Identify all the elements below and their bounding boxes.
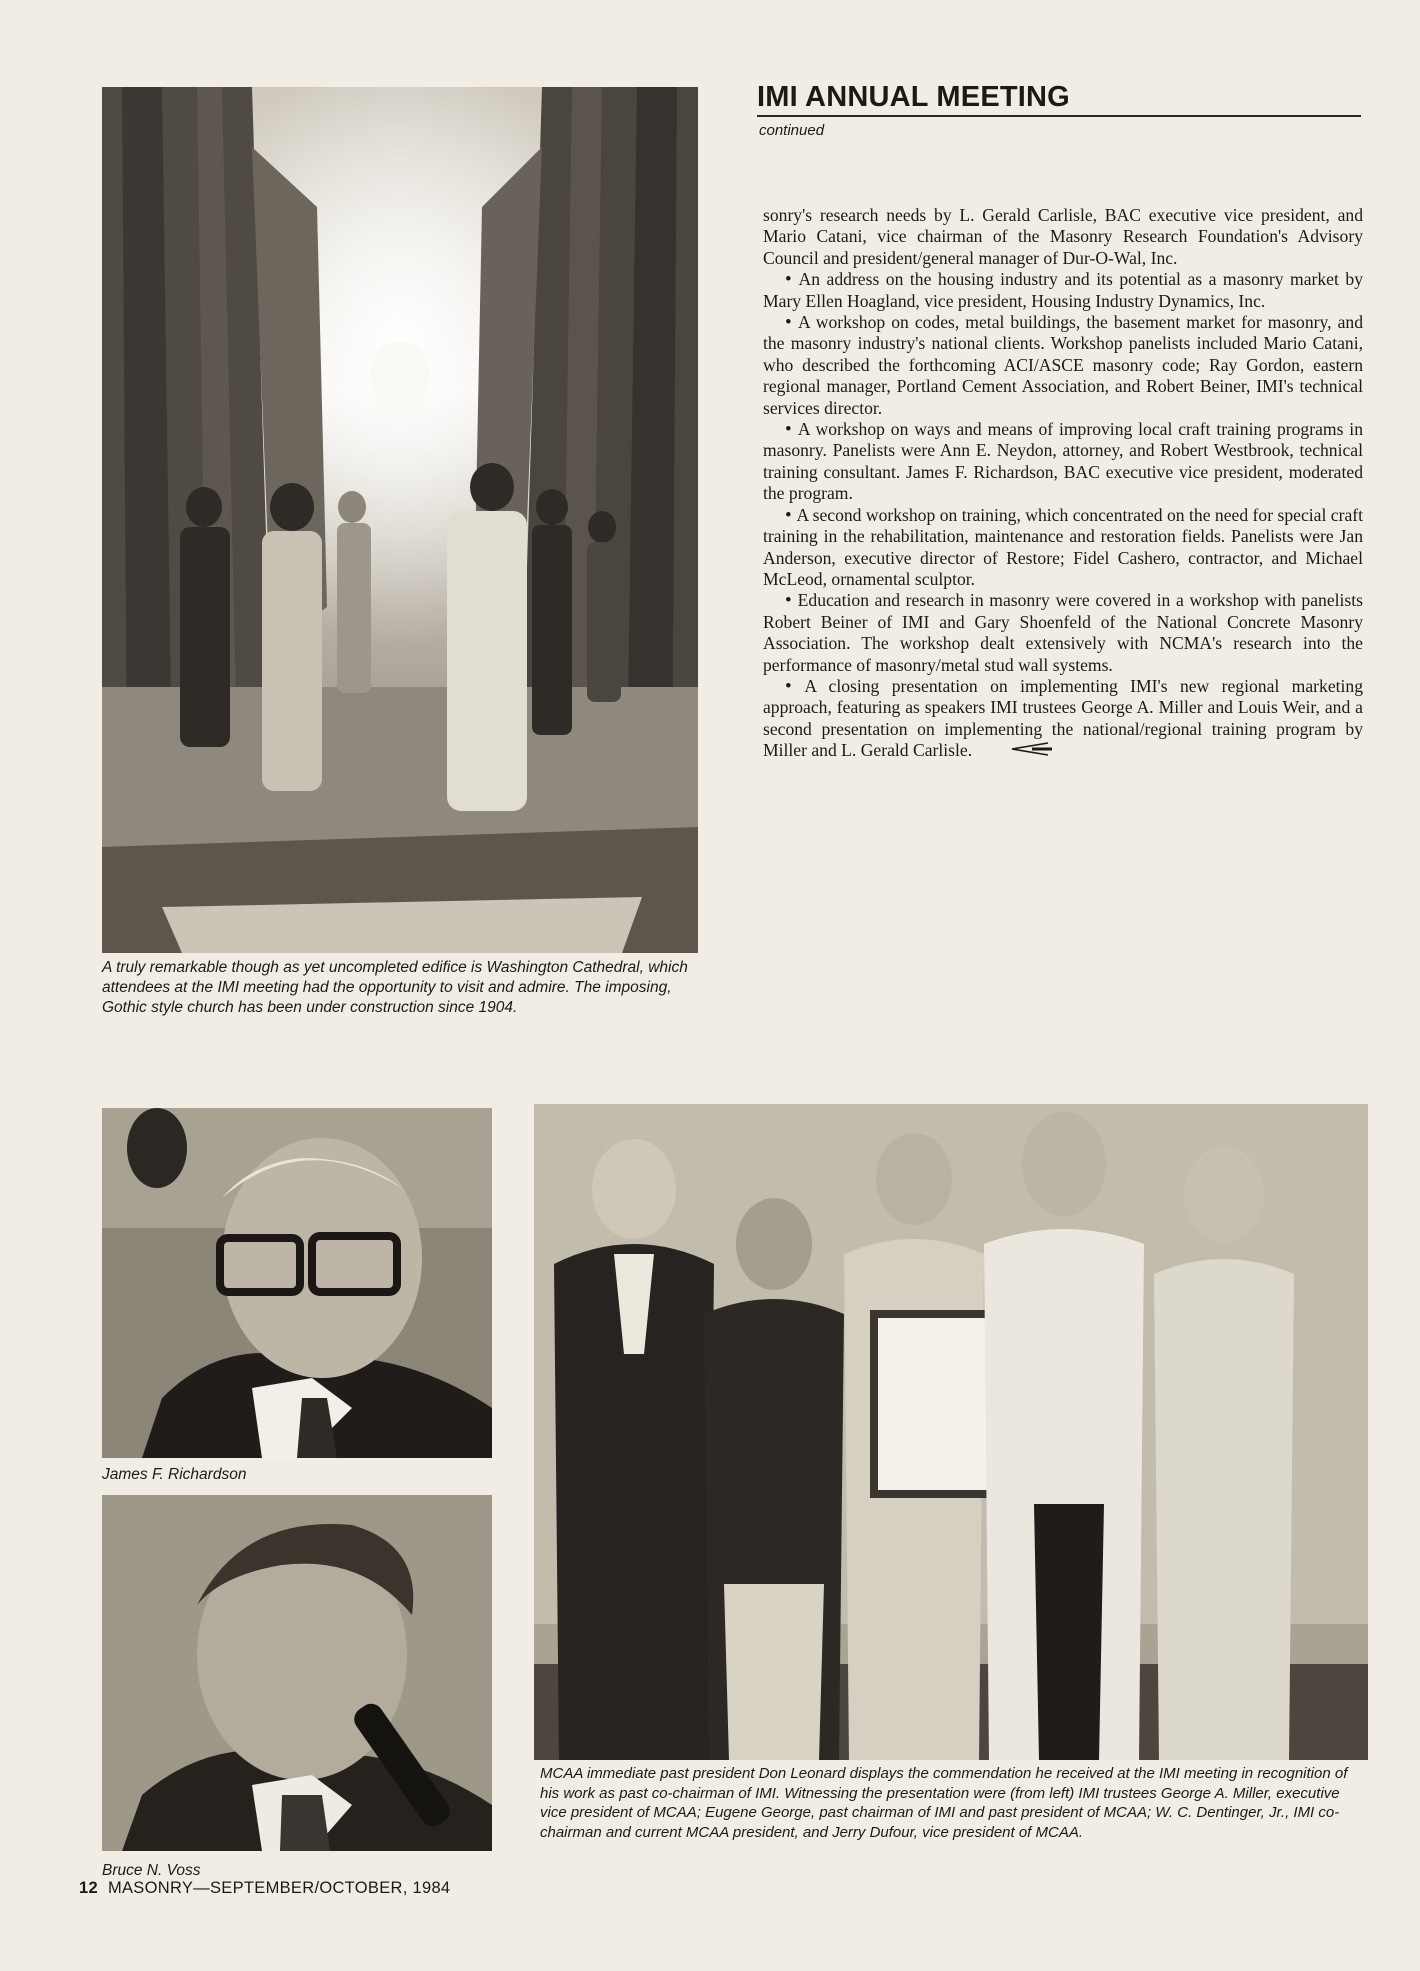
article-bullet: • Education and research in masonry were covered in a workshop with panelists Robert Beiner of IMI and Gary Shoenfeld of the National Concrete Masonry Association. The workshop dealt extensively with NCMA's research into the performance of masonry/metal stud wall systems. [763,590,1363,676]
article-paragraph: sonry's research needs by L. Gerald Carlisle, BAC executive vice president, and Mario Catani, vice chairman of the Masonry Research Foundation's Advisory Council and president/general manager of Dur-O-Wal, Inc. [763,205,1363,268]
publication-line: MASONRY—SEPTEMBER/OCTOBER, 1984 [107,1879,451,1897]
voss-photo [102,1495,492,1851]
article-bullet [763,676,1363,763]
article-title: IMI ANNUAL MEETING [757,80,1361,117]
article-bullet: • A second workshop on training, which concentrated on the need for special craft training in the rehabilitation, maintenance and restoration fields. Panelists were Jan Anderson, executive director of Restore; Fidel Cashero, contractor, and Michael McLeod, ornamental sculptor. [763,505,1363,591]
article-bullet: • A workshop on codes, metal buildings, the basement market for masonry, and the masonry industry's national clients. Workshop panelists included Mario Catani, who described the forthcoming ACI/ASCE masonry code; Ray Gordon, eastern regional manager, Portland Cement Association, and Robert Beiner, IMI's technical services director. [763,312,1363,419]
richardson-photo [102,1108,492,1458]
group-photo [534,1104,1368,1760]
richardson-caption: James F. Richardson [102,1466,247,1483]
voss-caption: Bruce N. Voss [102,1862,201,1879]
end-mark-icon [986,741,1052,762]
article-body [763,205,1363,763]
page-number: 12 [79,1879,98,1897]
article-bullet: • An address on the housing industry and its potential as a masonry market by Mary Ellen Hoagland, vice president, Housing Industry Dynamics, Inc. [763,269,1363,312]
article-bullet: • A workshop on ways and means of improving local craft training programs in masonry. Panelists were Ann E. Neydon, attorney, and Robert Westbrook, technical training consultant. James F. Richardson, BAC executive vice president, moderated the program. [763,419,1363,505]
cathedral-photo [102,87,698,953]
group-caption: MCAA immediate past president Don Leonard displays the commendation he received at the IMI meeting in recognition of his work as past co-chairman of IMI. Witnessing the presentation were (from left) IMI trustees George A. Miller, executive vice president of MCAA; Eugene George, past chairman of IMI and past president of MCAA; W. C. Dentinger, Jr., IMI co-chairman and current MCAA president, and Jerry Dufour, vice president of MCAA. [540,1765,1348,1841]
cathedral-caption: A truly remarkable though as yet uncompleted edifice is Washington Cathedral, which attendees at the IMI meeting had the opportunity to visit and admire. The imposing, Gothic style church has been under construction since 1904. [102,959,688,1016]
continued-label: continued [759,122,825,139]
article-bullet-text: A closing presentation on implementing IMI's new regional marketing approach, featuring as speakers IMI trustees George A. Miller and Louis Weir, and a second presentation on implementing the national/regional training program by Miller and L. Gerald Carlisle. [763,675,1363,761]
page-footer [79,1879,450,1898]
